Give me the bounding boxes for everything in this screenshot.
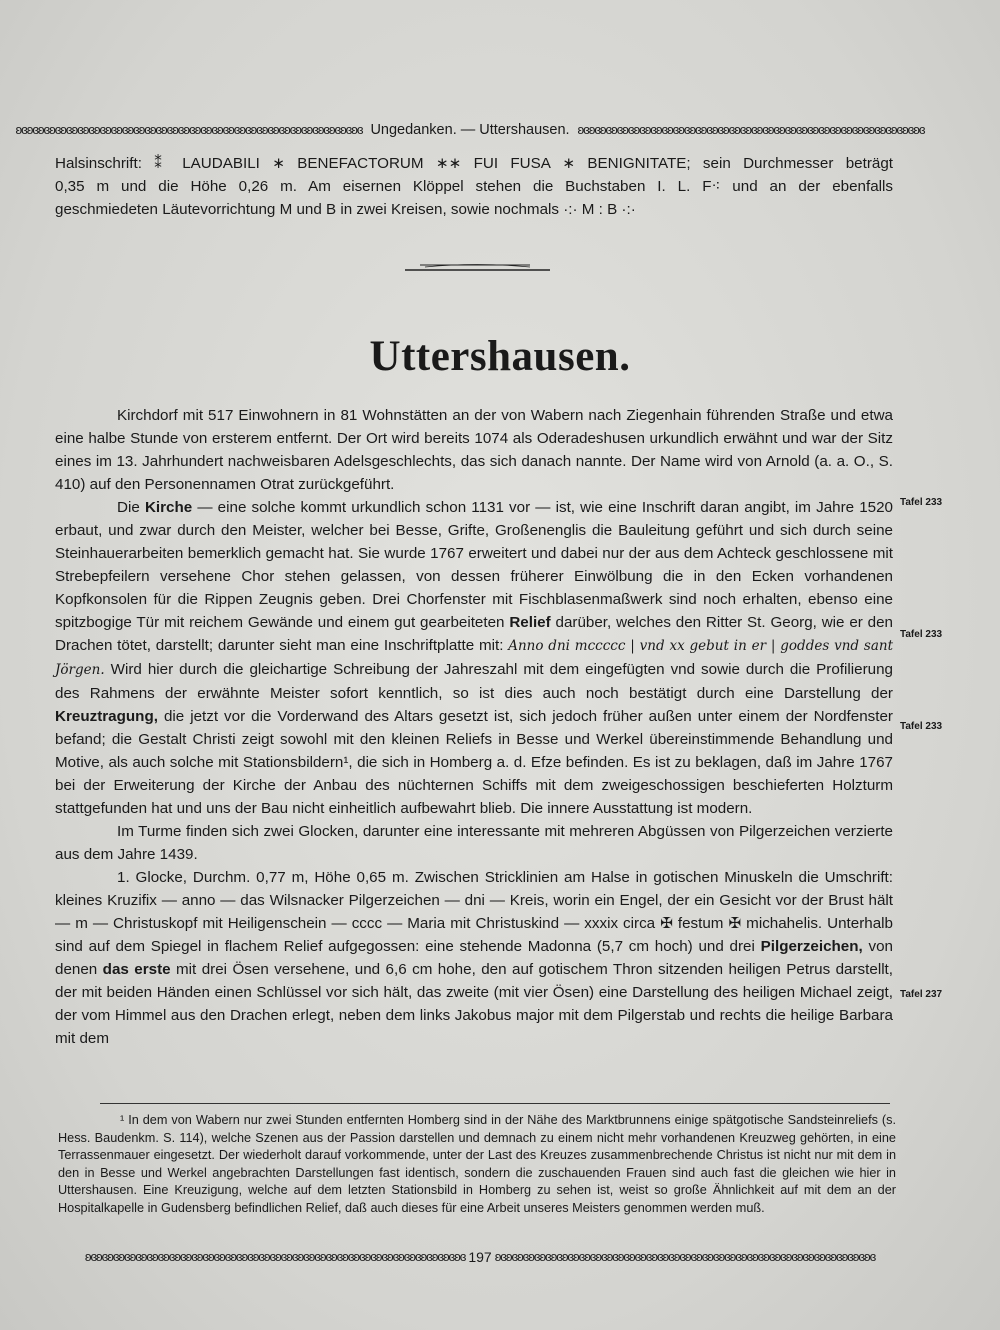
keyword-pilgerzeichen: Pilgerzeichen, xyxy=(760,938,863,955)
text-run: — eine solche kommt urkundlich schon 1131 vor — ist, wie eine Inschrift daran angibt, im Jahre 1520 erbaut, und zwar durch den Meister, welcher bei Besse, Grifte, Großenenglis die Bauleitung geführt und sich durch seine Steinhauerarbeiten bemerklich gemacht hat. Sie wurde 1767 erweitert und dabei nur der aus dem Achteck geschlossene mit Strebepfeilern versehene Chor stehen gelassen, von dessen früherer Einwölbung die in den Ecken vorhandenen Kopfkonsolen für die Rippen Zeugnis geben. Drei Chorfenster mit Fischblasenmaßwerk sind noch erhalten, ebenso eine spitzbogige Tür mit reichem Gewände und einem gut gearbeiteten xyxy=(55,499,894,631)
footer-ornament-left: ʚɞʚɞʚɞʚɞʚɞʚɞʚɞʚɞʚɞʚɞʚɞʚɞʚɞʚɞʚɞʚɞʚɞʚɞʚɞʚɞʚɞʚɞʚɞʚɞʚɞʚɞʚɞʚɞʚɞʚɞʚɞʚɞʚɞʚɞ xyxy=(84,1249,466,1264)
text-run: Die xyxy=(117,499,145,516)
text-run: die jetzt vor die Vorderwand des Altars gesetzt ist, sich jedoch früher außen unter einem der Nordfenster befand; die Gestalt Christi zeigt sowohl mit den kleinen Reliefs in Besse und Werkel übereinstimmende Behandlung und Motive, als auch solche mit Stationsbildern¹, die sich in Homberg a. d. Efze befinden. Es ist zu beklagen, daß im Jahre 1767 bei der Erweiterung der Kirche der Anbau des nüchternen Schiffs mit dem zweigeschossigen beschieferten Holzturm stattgefunden hat und uns der Bau nicht einheitlich aufbewahrt blieb. Die innere Ausstattung ist modern. xyxy=(55,708,893,817)
footnote-text: ¹ In dem von Wabern nur zwei Stunden entfernten Homberg sind in der Nähe des Marktbrunnens einige spätgotische Sandsteinreliefs (s. Hess. Baudenkm. S. 114), welche Szenen aus der Passion darstellen und demnach zu einem nicht mehr vorhandenen Kreuzweg gehörten, in eine Terrassenmauer eingesetzt. Der wiederholt darauf vorkommende, unter der Last des Kreuzes zusammenbrechende Christus ist nicht nur mit dem in den in Besse und Werkel angebrachten Darstellungen fast identisch, sondern die zuschauenden Frauen sind auch fast die gleichen wie hier in Uttershausen. Eine Kreuzigung, welche auf dem letzten Stationsbild in Homberg zu sehen ist, weist so große Ähnlichkeit auf mit dem an der Hospitalkapelle in Gudensberg befindlichen Relief, daß auch dieses für eine Arbeit unseres Meisters genommen werden muß. xyxy=(58,1113,896,1215)
inscription-text: Anno dni mccccc | vnd xx gebut in er | goddes vnd sant Jörgen. xyxy=(55,638,893,678)
running-title: Ungedanken. — Uttershausen. xyxy=(370,122,570,138)
intro-line: geschmiedeten Läutevorrichtung M und B in zwei Kreisen, sowie nochmals ·:· M : B ·:· xyxy=(55,201,636,218)
footnote-divider xyxy=(100,1103,890,1104)
text-run: 1. Glocke, Durchm. 0,77 m, Höhe 0,65 m. Zwischen Stricklinien am Halse in gotischen Minuskeln die Umschrift: kleines Kruzifix — anno — das Wilsnacker Pilgerzeichen — dni — Kreis, worin ein Engel, der ein Gesicht vor der Brust hält — m — Christuskopf mit Heiligenschein — cccc — Maria mit Christuskind — xxxix circa ✠ festum ✠ michahelis. Unterhalb sind auf dem Spiegel in flachem Relief aufgegossen: eine stehende Madonna (5,7 cm hoch) und drei xyxy=(55,869,893,955)
text-run: von denen xyxy=(55,938,893,978)
margin-note-plate: Tafel 237 xyxy=(900,989,943,1000)
paragraph-village: Kirchdorf mit 517 Einwohnern in 81 Wohnstätten an der von Wabern nach Ziegenhain führenden Straße und etwa eine halbe Stunde von ersterem entfernt. Der Ort wird bereits 1074 als Oderadeshusen urkundlich erwähnt und war der Sitz eines im 13. Jahrhundert nachweisbaren Adelsgeschlechts, das sich danach nannte. Der Name wird von Arnold (a. a. O., S. 410) auf den Personennamen Otrat zurückgeführt. xyxy=(55,407,893,493)
text-run: darüber, welches den Ritter St. Georg, wie er den Drachen tötet, darstellt; darunter sieht man eine Inschriftplatte mit: xyxy=(55,614,893,654)
margin-note-plate: Tafel 233 xyxy=(900,721,943,732)
main-text xyxy=(55,404,893,1050)
intro-block xyxy=(55,152,893,221)
margin-note-plate: Tafel 233 xyxy=(900,497,943,508)
keyword-das-erste: das erste xyxy=(102,961,171,978)
margin-note-plate: Tafel 233 xyxy=(900,629,943,640)
paragraph-bells: Im Turme finden sich zwei Glocken, darunter eine interessante mit mehreren Abgüssen von Pilgerzeichen verzierte aus dem Jahre 1439. xyxy=(55,823,893,863)
running-header xyxy=(15,120,925,140)
header-ornament-left: ʚɞʚɞʚɞʚɞʚɞʚɞʚɞʚɞʚɞʚɞʚɞʚɞʚɞʚɞʚɞʚɞʚɞʚɞʚɞʚɞʚɞʚɞʚɞʚɞʚɞʚɞʚɞʚɞʚɞʚɞʚɞ xyxy=(15,122,363,137)
footer-ornament-right: ʚɞʚɞʚɞʚɞʚɞʚɞʚɞʚɞʚɞʚɞʚɞʚɞʚɞʚɞʚɞʚɞʚɞʚɞʚɞʚɞʚɞʚɞʚɞʚɞʚɞʚɞʚɞʚɞʚɞʚɞʚɞʚɞʚɞʚɞ xyxy=(494,1249,876,1264)
page-number: 197 xyxy=(468,1249,492,1265)
intro-line: Halsinschrift: ⁑ LAUDABILI ∗ BENEFACTORUM ∗∗ FUI FUSA ∗ BENIGNITATE; sein Durchmesser beträgt xyxy=(55,155,893,172)
header-ornament-right: ʚɞʚɞʚɞʚɞʚɞʚɞʚɞʚɞʚɞʚɞʚɞʚɞʚɞʚɞʚɞʚɞʚɞʚɞʚɞʚɞʚɞʚɞʚɞʚɞʚɞʚɞʚɞʚɞʚɞʚɞʚɞ xyxy=(577,122,925,137)
footnote xyxy=(58,1112,896,1217)
section-divider-ornament xyxy=(405,260,550,274)
keyword-relief: Relief xyxy=(509,614,551,631)
keyword-kreuztragung: Kreuztragung, xyxy=(55,708,158,725)
text-run: mit drei Ösen versehene, und 6,6 cm hohe, den auf gotischem Thron sitzenden heiligen Petrus darstellt, der mit beiden Händen einen Schlüssel vor sich hält, das zweite (mit vier Ösen) eine Darstellung des heiligen Michael zeigt, der vom Himmel aus den Drachen erlegt, neben dem links Jakobus major mit dem Pilgerstab und rechts die heilige Barbara mit dem xyxy=(55,961,894,1047)
intro-line: 0,35 m und die Höhe 0,26 m. Am eisernen Klöppel stehen die Buchstaben I. L. F⁖ und an der ebenfalls xyxy=(55,178,893,195)
paragraph-church xyxy=(55,496,893,820)
keyword-kirche: Kirche xyxy=(144,499,193,516)
chapter-title: Uttershausen. xyxy=(369,333,631,380)
page-footer xyxy=(60,1248,900,1266)
paragraph-bell-one xyxy=(55,866,893,1050)
text-run: Wird hier durch die gleichartige Schreibung der Jahreszahl mit dem eingefügten vnd sowie durch die Profilierung des Rahmens der erwähnte Meister sofort kenntlich, so ist dies auch noch bestätigt durch eine Darstellung der xyxy=(55,661,893,702)
